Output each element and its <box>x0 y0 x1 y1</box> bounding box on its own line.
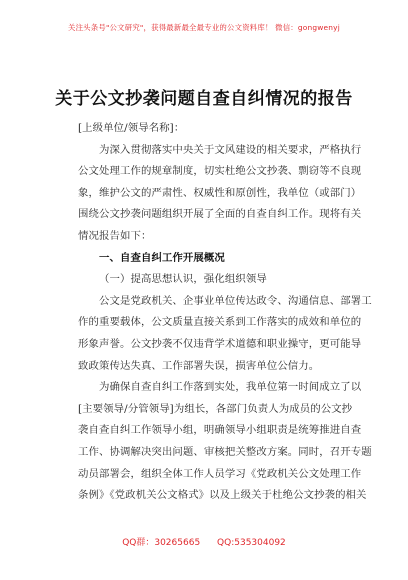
body-line: 工作、协调解决突出问题、审核把关整改方案。同时，召开专题 <box>78 445 372 458</box>
document-title: 关于公文抄袭问题自查自纠情况的报告 <box>55 89 353 109</box>
document-body <box>78 118 372 507</box>
body-line: 为深入贯彻落实中央关于文风建设的相关要求，严格执行 <box>99 143 362 156</box>
salutation-line: [上级单位/领导名称]： <box>78 122 185 134</box>
body-line: 作的重要载体，公文质量直接关系到工作落实的成效和单位的 <box>78 316 362 329</box>
body-line: 致政策传达失真、工作部署失误，损害单位公信力。 <box>78 359 320 372</box>
body-line: 袭自查自纠工作领导小组，明确领导小组职责是统筹推进自查 <box>78 424 362 437</box>
subsection-heading: （一）提高思想认识，强化组织领导 <box>99 273 267 286</box>
section-heading: 一、自查自纠工作开展概况 <box>99 251 225 264</box>
body-line: 动员部署会，组织全体工作人员学习《党政机关公文处理工作 <box>78 467 362 480</box>
qq-text: QQ:535304092 <box>217 538 286 548</box>
body-line: 象，维护公文的严肃性、权威性和原创性，我单位（或部门） <box>78 186 362 199</box>
body-line: [主要领导/分管领导]为组长，各部门负责人为成员的公文抄 <box>78 402 353 415</box>
top-banner: 关注头条号"公文研究"，获得最新最全最专业的公文资料库！ 微信：gongwenyj <box>68 23 340 32</box>
body-line: 围绕公文抄袭问题组织开展了全面的自查自纠工作。现将有关 <box>78 208 362 221</box>
body-line: 公文是党政机关、企事业单位传达政令、沟通信息、部署工 <box>99 294 372 307</box>
qq-group-text: QQ群：30265665 <box>122 538 201 548</box>
bottom-banner <box>0 535 408 548</box>
body-line: 情况报告如下： <box>78 229 152 242</box>
body-line: 条例》《党政机关公文格式》以及上级关于杜绝公文抄袭的相关 <box>78 489 367 502</box>
body-line: 形象声誉。公文抄袭不仅违背学术道德和职业操守，更可能导 <box>78 337 362 350</box>
body-line: 公文处理工作的规章制度，切实杜绝公文抄袭、剽窃等不良现 <box>78 165 362 178</box>
body-line: 为确保自查自纠工作落到实处，我单位第一时间成立了以 <box>99 381 362 394</box>
